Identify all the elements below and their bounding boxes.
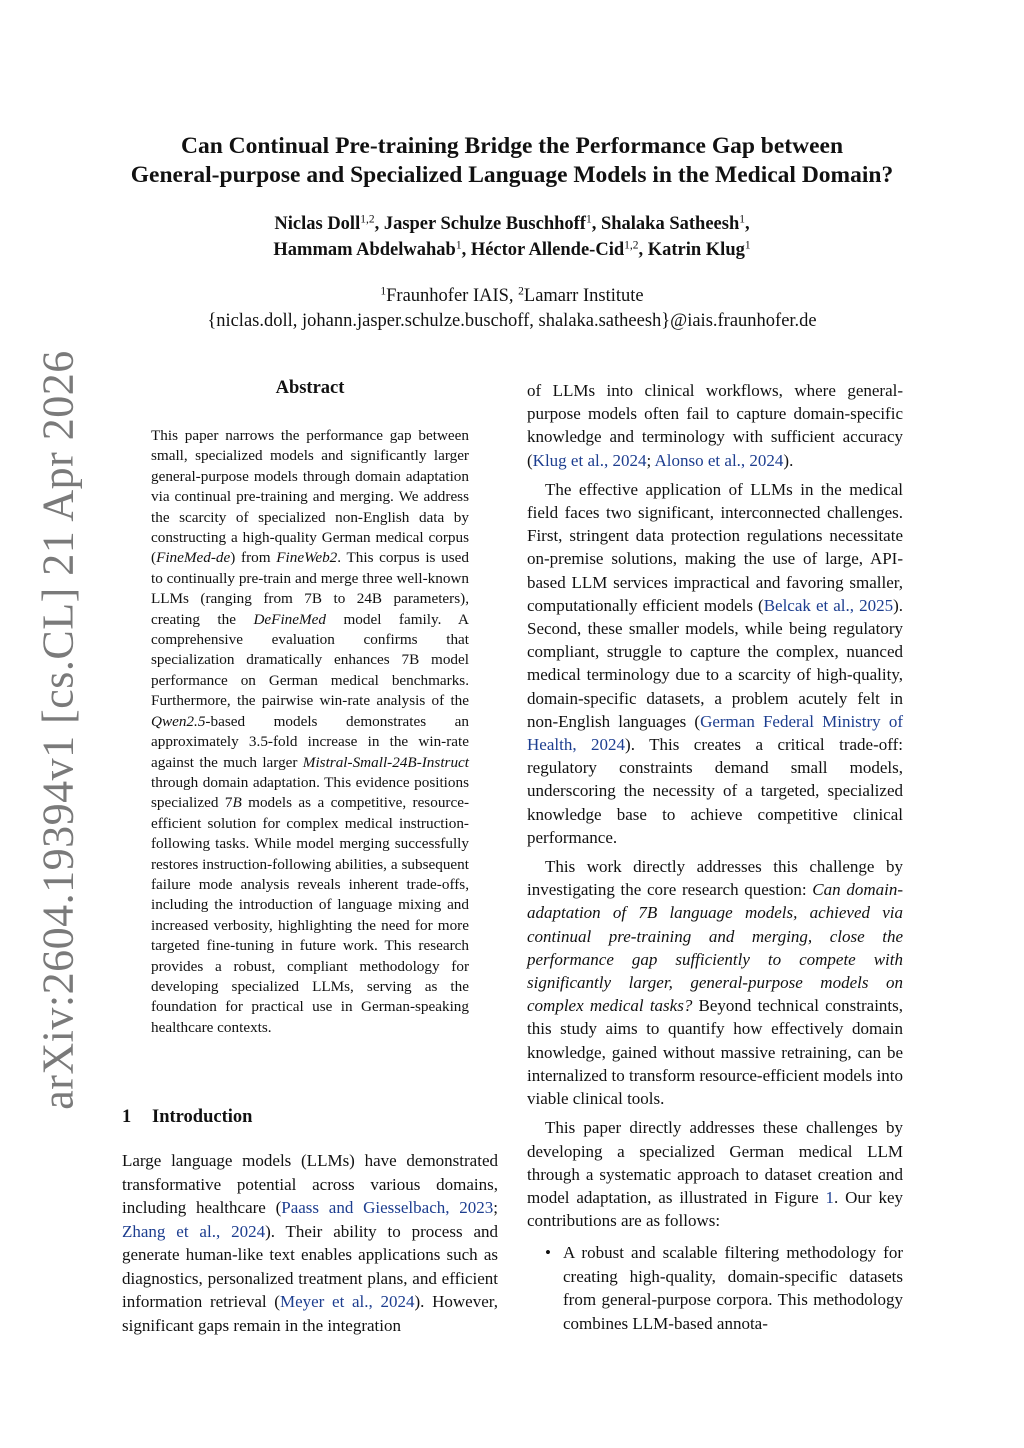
section-heading-introduction [122, 1107, 252, 1128]
author-name: Héctor Allende-Cid [470, 240, 625, 260]
body-segment: ; [493, 1198, 498, 1217]
model-name: Qwen2.5 [151, 712, 206, 730]
body-segment: of LLMs into clinical workflows, where general-purpose models often fail to capture domain-specific knowledge and terminology with sufficient accuracy ( [527, 381, 903, 470]
citation-link[interactable]: Zhang et al., 2024 [122, 1221, 266, 1241]
body-segment: ). However, significant gaps remain in the integration [122, 1292, 498, 1335]
author-affiliation-mark: 1,2 [360, 213, 375, 226]
body-segment: ). Their ability to process and generate human-like text enables applications such as diagnostics, personalized treatment plans, and efficient information retrieval ( [122, 1221, 498, 1311]
author-name: Hammam Abdelwahab [273, 240, 456, 260]
abstract-text [151, 426, 469, 1038]
citation-link[interactable]: Klug et al., 2024 [532, 450, 647, 470]
affiliation-name: Lamarr Institute [523, 286, 644, 306]
body-segment: This work directly addresses this challenge by investigating the core research question: [527, 857, 903, 900]
model-family-name: DeFineMed [253, 610, 326, 628]
abstract-segment: model family. A comprehensive evaluation confirms that specialization dramatically enhances 7B model performance on German medical benchmarks. Furthermore, the pairwise win-rate analysis of the [151, 610, 470, 710]
body-segment: This paper directly addresses these challenges by developing a specialized German medical LLM through a systematic approach to dataset creation and model adaptation, as illustrated in Figure [527, 1118, 903, 1207]
citation-link[interactable]: German Federal Ministry of Health, 2024 [527, 711, 903, 755]
author-list [90, 211, 934, 263]
abstract-heading: Abstract [275, 378, 345, 398]
section-title: Introduction [152, 1107, 253, 1127]
body-segment: ). Second, these smaller models, while being regulatory compliant, struggle to capture the complex, nuanced medical terminology due to a scarcity of high-quality, domain-specific datasets, a problem acutely felt in non-English languages ( [527, 595, 903, 731]
citation-link[interactable]: Meyer et al., 2024 [279, 1292, 415, 1311]
introduction-text-left [122, 1149, 498, 1337]
research-question: Can domain-adaptation of 7B language models, achieved via continual pre-training and merging, close the performance gap sufficiently to compete with significantly larger, general-purpose models on complex medical tasks? [527, 880, 903, 1016]
author-name: Niclas Doll [274, 214, 361, 234]
figure-reference-link[interactable]: 1 [825, 1187, 835, 1207]
paragraph [527, 855, 903, 1110]
abstract-segment: through domain adaptation. This evidence positions specialized 7 [151, 773, 469, 812]
author-affiliation-mark: 1,2 [624, 239, 639, 252]
abstract-segment: models as a competitive, resource-efficient solution for complex medical instruction-following tasks. While model merging successfully restores instruction-following abilities, a subsequent failure mode analysis reveals inherent trade-offs, including the introduction of language mixing and increased verbosity, highlighting the need for more targeted fine-tuning in future work. This research provides a robust, compliant methodology for developing specialized LLMs, serving as the foundation for practical use in German-speaking healthcare contexts. [151, 794, 470, 1036]
bullet-marker: • [545, 1243, 551, 1262]
citation-link[interactable]: Paass and Giesselbach, 2023 [281, 1198, 494, 1217]
body-segment: . Our key contributions are as follows: [527, 1187, 903, 1231]
body-segment: ). [783, 450, 794, 470]
author-affiliation-mark: 1 [739, 213, 745, 226]
dataset-name: FineWeb2 [276, 549, 338, 567]
author-name: Shalaka Satheesh [600, 214, 740, 234]
body-segment: Beyond technical constraints, this study aims to quantify how effectively domain knowledge, gained without massive retraining, can be internalized to transform resource-efficient models into viable clinical tools. [527, 996, 904, 1109]
affiliation-mark: 2 [518, 285, 524, 298]
math-symbol: B [232, 794, 242, 812]
model-name: Mistral-Small-24B-Instruct [302, 753, 469, 771]
abstract-segment: ) from [230, 549, 277, 567]
contribution-list-item [545, 1241, 903, 1335]
abstract-segment: . This corpus is used to continually pre-train and merge three well-known LLMs (ranging from 7B to 24B parameters), creating the [151, 549, 469, 628]
affiliation-line [60, 284, 964, 309]
author-name: Katrin Klug [647, 240, 745, 260]
paragraph [527, 1116, 903, 1232]
section-number: 1 [122, 1107, 132, 1127]
body-segment: Large language models (LLMs) have demonstrated transformative potential across various domains, including healthcare ( [122, 1151, 498, 1217]
dataset-name: FineMed-de [156, 549, 231, 567]
affiliations [60, 284, 964, 334]
author-affiliation-mark: 1 [455, 239, 462, 252]
author-affiliation-mark: 1 [744, 239, 751, 252]
title-line-1: Can Continual Pre-training Bridge the Performance Gap between [180, 133, 844, 159]
author-line-1: Niclas Doll$^{1,2}$, Jasper Schulze Buschhoff$^1$, Shalaka Satheesh$^1$, [274, 213, 750, 234]
arxiv-identifier-stamp: arXiv:2604.19394v1 [cs.CL] 21 Apr 2026 [33, 350, 83, 1110]
citation-link[interactable]: Belcak et al., 2025 [763, 595, 894, 615]
paragraph [527, 379, 903, 472]
contribution-text: A robust and scalable filtering methodology for creating high-quality, domain-specific datasets from general-purpose corpora. This methodology combines LLM-based annota- [563, 1243, 903, 1333]
affiliation-mark: 1 [380, 285, 387, 298]
author-affiliation-mark: 1 [585, 213, 592, 226]
author-line-2: Hammam Abdelwahab$^1$, Héctor Allende-Cid$^{1,2}$, Katrin Klug$^1$ [273, 239, 751, 260]
body-segment: ; [646, 450, 655, 470]
citation-link[interactable]: Alonso et al., 2024 [654, 450, 784, 470]
body-segment: The effective application of LLMs in the medical field faces two significant, interconnected challenges. First, stringent data protection regulations necessitate on-premise solutions, making the use of large, API-based LLM services impractical and favoring smaller, computationally efficient models ( [527, 479, 903, 615]
author-name: Jasper Schulze Buschhoff [383, 214, 586, 234]
abstract-segment: This paper narrows the performance gap between small, specialized models and significantly larger general-purpose models through domain adaptation via continual pre-training and merging. We address the scarcity of specialized non-English data by constructing a high-quality German medical corpus ( [151, 427, 469, 567]
paper-title [90, 132, 934, 190]
paragraph [527, 478, 903, 849]
title-line-2: General-purpose and Specialized Language Models in the Medical Domain? [130, 162, 894, 188]
affiliation-name: Fraunhofer IAIS, [386, 286, 519, 306]
introduction-text-right [527, 379, 903, 1238]
author-emails: {niclas.doll, johann.jasper.schulze.buschoff, shalaka.satheesh}@iais.fraunhofer.de [207, 311, 817, 331]
abstract-segment: -based models demonstrates an approximately 3.5-fold increase in the win-rate against the much larger [151, 712, 469, 771]
body-segment: ). This creates a critical trade-off: regulatory constraints demand small models, underscoring the necessity of a targeted, specialized knowledge base to achieve competitive clinical performance. [527, 735, 903, 847]
